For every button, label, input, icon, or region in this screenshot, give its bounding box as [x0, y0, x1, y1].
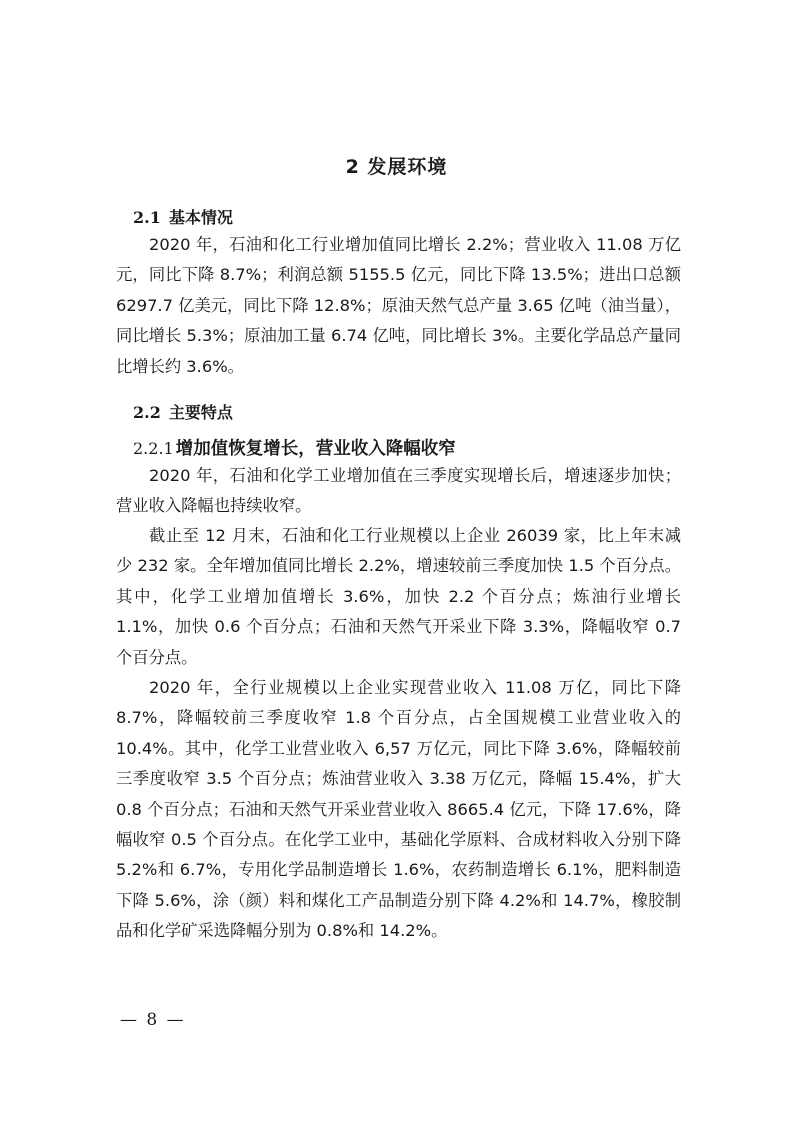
section-title: 主要特点	[168, 403, 233, 422]
section-title: 基本情况	[168, 208, 233, 227]
paragraph: 截止至 12 月末，石油和化工行业规模以上企业 26039 家，比上年末减少 232 家。全年增加值同比增长 2.2%，增速较前三季度加快 1.5 个百分点。其中，化学工业增加值增长 3.6%，加快 2.2 个百分点；炼油行业增长 1.1%，加快 0.6 个百分点；石油和天然气开采业下降 3.3%，降幅收窄 0.7 个百分点。	[116, 526, 681, 667]
section-number: 2.1	[133, 208, 161, 227]
section-heading-main-features	[133, 400, 233, 423]
subsection-heading	[133, 435, 456, 460]
section-number: 2.2	[133, 403, 161, 422]
paragraph: 2020 年，石油和化学工业增加值在三季度实现增长后，增速逐步加快；营业收入降幅也持续收窄。	[116, 466, 681, 516]
page-number: — 8 —	[120, 1010, 186, 1030]
subsection-number: 2.2.1	[133, 439, 174, 458]
paragraph: 2020 年，全行业规模以上企业实现营业收入 11.08 万亿，同比下降 8.7%，降幅较前三季度收窄 1.8 个百分点，占全国规模工业营业收入的 10.4%。其中，化学工业营业收入 6,57 万亿元，同比下降 3.6%，降幅较前三季度收窄 3.5 个百分点；炼油营业收入 3.38 万亿元，降幅 15.4%，扩大 0.8 个百分点；石油和天然气开采业营业收入 8665.4 亿元，下降 17.6%，降幅收窄 0.5 个百分点。在化学工业中，基础化学原料、合成材料收入分别下降 5.2%和 6.7%，专用化学品制造增长 1.6%，农药制造增长 6.1%，肥料制造下降 5.6%，涂（颜）料和煤化工产品制造分别下降 4.2%和 14.7%，橡胶制品和化学矿采选降幅分别为 0.8%和 14.2%。	[116, 678, 681, 941]
section-heading-basic-situation	[133, 205, 233, 228]
paragraph: 2020 年，石油和化工行业增加值同比增长 2.2%；营业收入 11.08 万亿元，同比下降 8.7%；利润总额 5155.5 亿元，同比下降 13.5%；进出口总额 6297.7 亿美元，同比下降 12.8%；原油天然气总产量 3.65 亿吨（油当量），同比增长 5.3%；原油加工量 6.74 亿吨，同比增长 3%。主要化学品总产量同比增长约 3.6%。	[116, 235, 681, 376]
subsection-title: 增加值恢复增长，营业收入降幅收窄	[175, 439, 456, 459]
chapter-title: 2 发展环境	[345, 156, 448, 178]
